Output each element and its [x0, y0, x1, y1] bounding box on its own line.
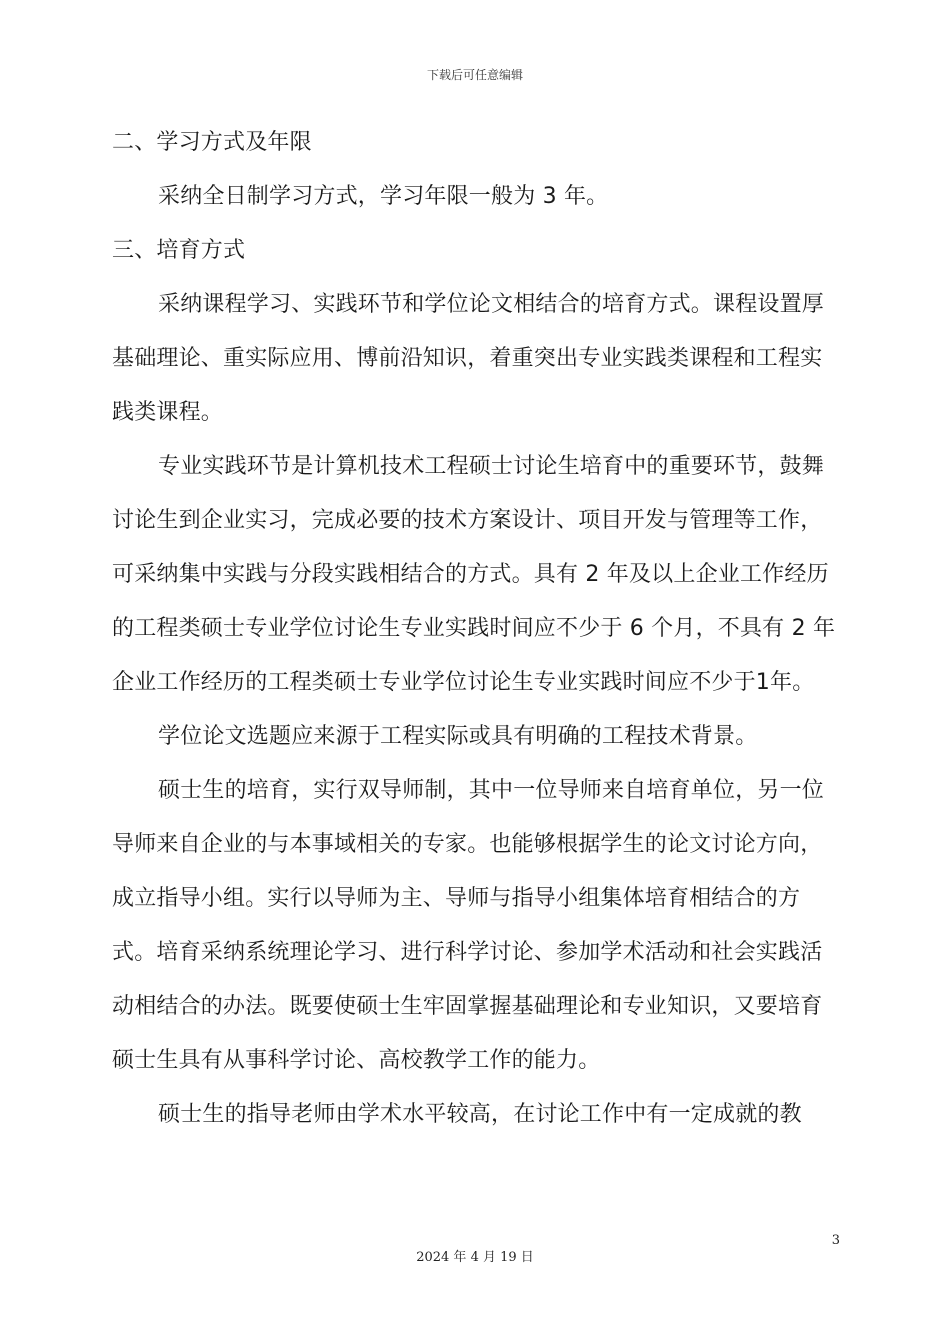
paragraph-practice: 专业实践环节是计算机技术工程硕士讨论生培育中的重要环节，鼓舞讨论生到企业实习，完成必要的技术方案设计、项目开发与管理等工作，可采纳集中实践与分段实践相结合的方式。具有 2 年及以上企业工作经历的工程类硕士专业学位讨论生专业实践时间应不少于 6 个月，不具有 2 年企业工作经历的工程类硕士专业学位讨论生专业实践时间应不少于1年。 [112, 454, 836, 695]
section-heading-study-mode: 二、学习方式及年限 [112, 130, 312, 155]
paragraph-study-mode: 采纳全日制学习方式，学习年限一般为 3 年。 [158, 184, 609, 209]
section-heading-training-mode: 三、培育方式 [112, 238, 246, 263]
paragraph-dual-supervisor: 硕士生的培育，实行双导师制，其中一位导师来自培育单位，另一位导师来自企业的与本事域相关的专家。也能够根据学生的论文讨论方向，成立指导小组。实行以导师为主、导师与指导小组集体培育相结合的方式。培育采纳系统理论学习、进行科学讨论、参加学术活动和社会实践活动相结合的办法。既要使硕士生牢固掌握基础理论和专业知识，又要培育硕士生具有从事科学讨论、高校教学工作的能力。 [112, 778, 825, 1073]
paragraph-supervisor: 硕士生的指导老师由学术水平较高，在讨论工作中有一定成就的教 [158, 1102, 802, 1127]
page-number: 3 [831, 1233, 840, 1248]
paragraph-thesis-topic: 学位论文选题应来源于工程实际或具有明确的工程技术背景。 [158, 724, 758, 749]
document-body [112, 116, 838, 1142]
page-header: 下载后可任意编辑 [426, 68, 523, 82]
page-footer-date: 2024 年 4 月 19 日 [416, 1250, 534, 1265]
paragraph-training-overview: 采纳课程学习、实践环节和学位论文相结合的培育方式。课程设置厚基础理论、重实际应用、博前沿知识，着重突出专业实践类课程和工程实践类课程。 [112, 292, 825, 425]
